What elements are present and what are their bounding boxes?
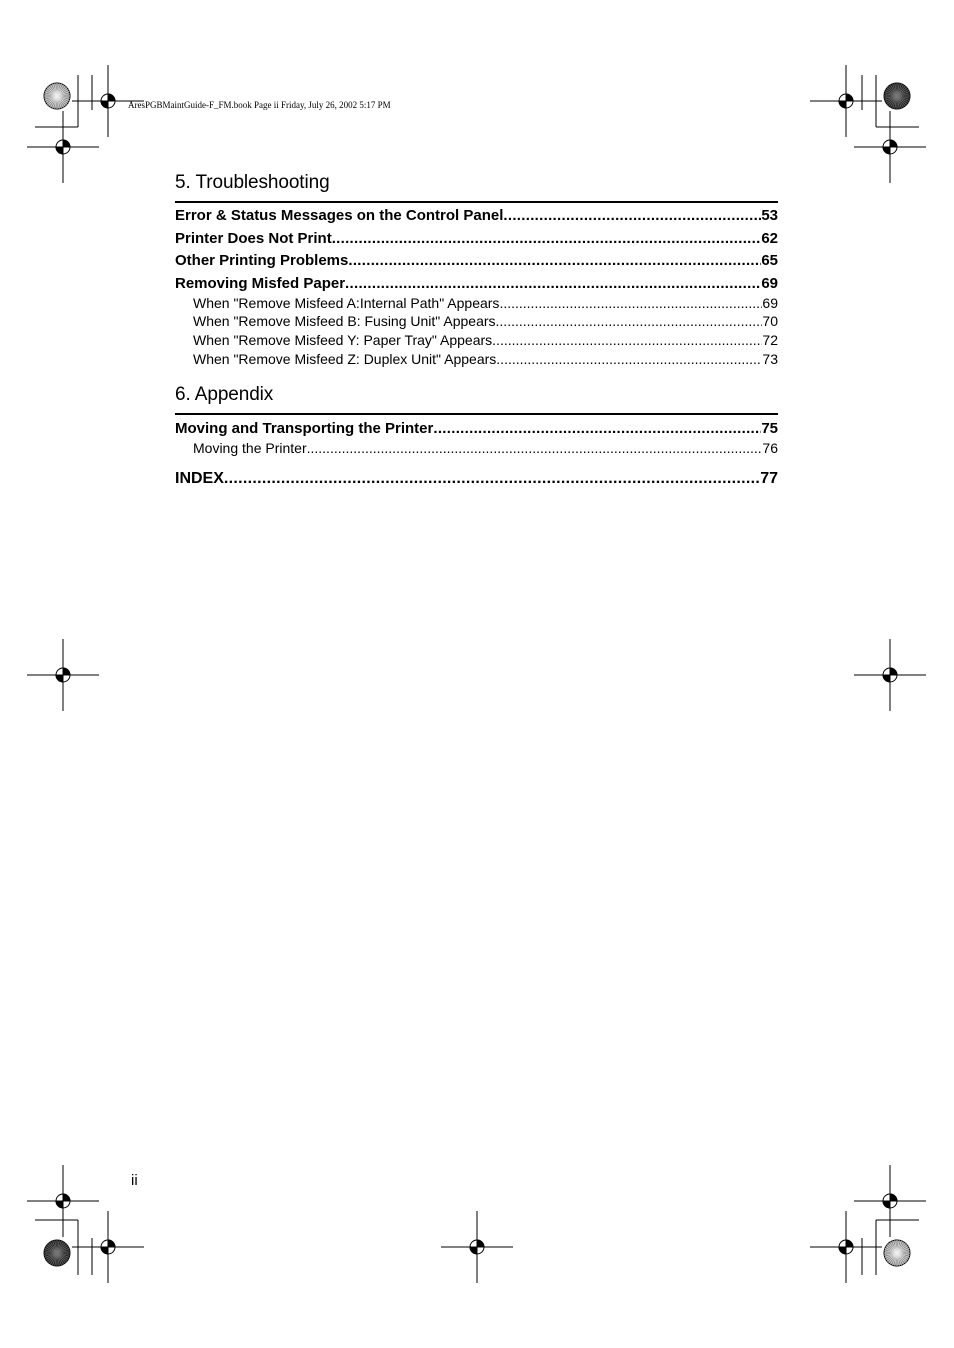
toc-entry-label: When "Remove Misfeed A:Internal Path" Appears — [193, 295, 500, 311]
dot-leader — [332, 230, 762, 247]
toc-subentry[interactable] — [193, 351, 778, 369]
registration-mark-icon — [27, 111, 99, 183]
color-target-icon — [884, 1240, 910, 1266]
toc-page-number: 53 — [761, 207, 778, 224]
section-rule — [175, 413, 778, 415]
dot-leader — [345, 275, 761, 292]
dot-leader — [496, 351, 762, 367]
toc-subentry[interactable] — [193, 313, 778, 331]
registration-mark-icon — [72, 1211, 144, 1283]
registration-mark-icon — [810, 65, 882, 137]
file-info-header: AresPGBMaintGuide-F_FM.book Page ii Friday, July 26, 2002 5:17 PM — [128, 100, 391, 110]
toc-entry-label: Printer Does Not Print — [175, 230, 332, 247]
dot-leader — [433, 420, 761, 437]
dot-leader — [224, 470, 760, 488]
dot-leader — [307, 440, 763, 456]
dot-leader — [503, 207, 761, 224]
toc-entry-label: Moving and Transporting the Printer — [175, 420, 434, 437]
toc-subentry[interactable] — [193, 440, 778, 458]
toc-page-number: 65 — [761, 252, 778, 269]
toc-subentry[interactable] — [193, 332, 778, 350]
toc-entry[interactable] — [175, 207, 778, 227]
toc-entry[interactable] — [175, 275, 778, 295]
registration-mark-icon — [854, 639, 926, 711]
toc-entry-label: When "Remove Misfeed B: Fusing Unit" Appears — [193, 313, 496, 329]
section-title-troubleshooting: 5. Troubleshooting — [175, 172, 330, 193]
section-rule — [175, 201, 778, 203]
toc-page-number: 77 — [760, 470, 778, 487]
toc-page-number: 73 — [762, 351, 778, 367]
toc-subentry[interactable] — [193, 295, 778, 313]
toc-entry[interactable] — [175, 252, 778, 272]
page-number: ii — [131, 1172, 138, 1189]
toc-entry[interactable] — [175, 420, 778, 440]
section-title-appendix: 6. Appendix — [175, 384, 274, 405]
dot-leader — [499, 295, 762, 311]
dot-leader — [348, 252, 761, 269]
toc-entry[interactable] — [175, 230, 778, 250]
registration-mark-icon — [854, 111, 926, 183]
toc-entry-label: When "Remove Misfeed Y: Paper Tray" Appears — [193, 332, 493, 348]
toc-page-number: 62 — [761, 230, 778, 247]
toc-page-number: 69 — [761, 275, 778, 292]
toc-index-entry[interactable] — [175, 470, 778, 490]
dot-leader — [496, 313, 763, 329]
toc-page-number: 70 — [762, 313, 778, 329]
registration-mark-icon — [854, 1165, 926, 1237]
toc-page-number: 72 — [762, 332, 778, 348]
color-target-icon — [44, 83, 70, 109]
toc-entry-label: Error & Status Messages on the Control Panel — [175, 207, 504, 224]
toc-entry-label: When "Remove Misfeed Z: Duplex Unit" Appears — [193, 351, 497, 367]
toc-entry-label: Moving the Printer — [193, 440, 307, 456]
toc-entry-label: Other Printing Problems — [175, 252, 349, 269]
dot-leader — [492, 332, 762, 348]
toc-entry-label: INDEX — [175, 470, 224, 487]
toc-entry-label: Removing Misfed Paper — [175, 275, 346, 292]
registration-mark-icon — [27, 639, 99, 711]
registration-mark-icon — [27, 1165, 99, 1237]
color-target-icon — [884, 83, 910, 109]
registration-mark-icon — [810, 1211, 882, 1283]
toc-page-number: 75 — [761, 420, 778, 437]
registration-mark-icon — [441, 1211, 513, 1283]
color-target-icon — [44, 1240, 70, 1266]
toc-page-number: 76 — [762, 440, 778, 456]
toc-page-number: 69 — [762, 295, 778, 311]
